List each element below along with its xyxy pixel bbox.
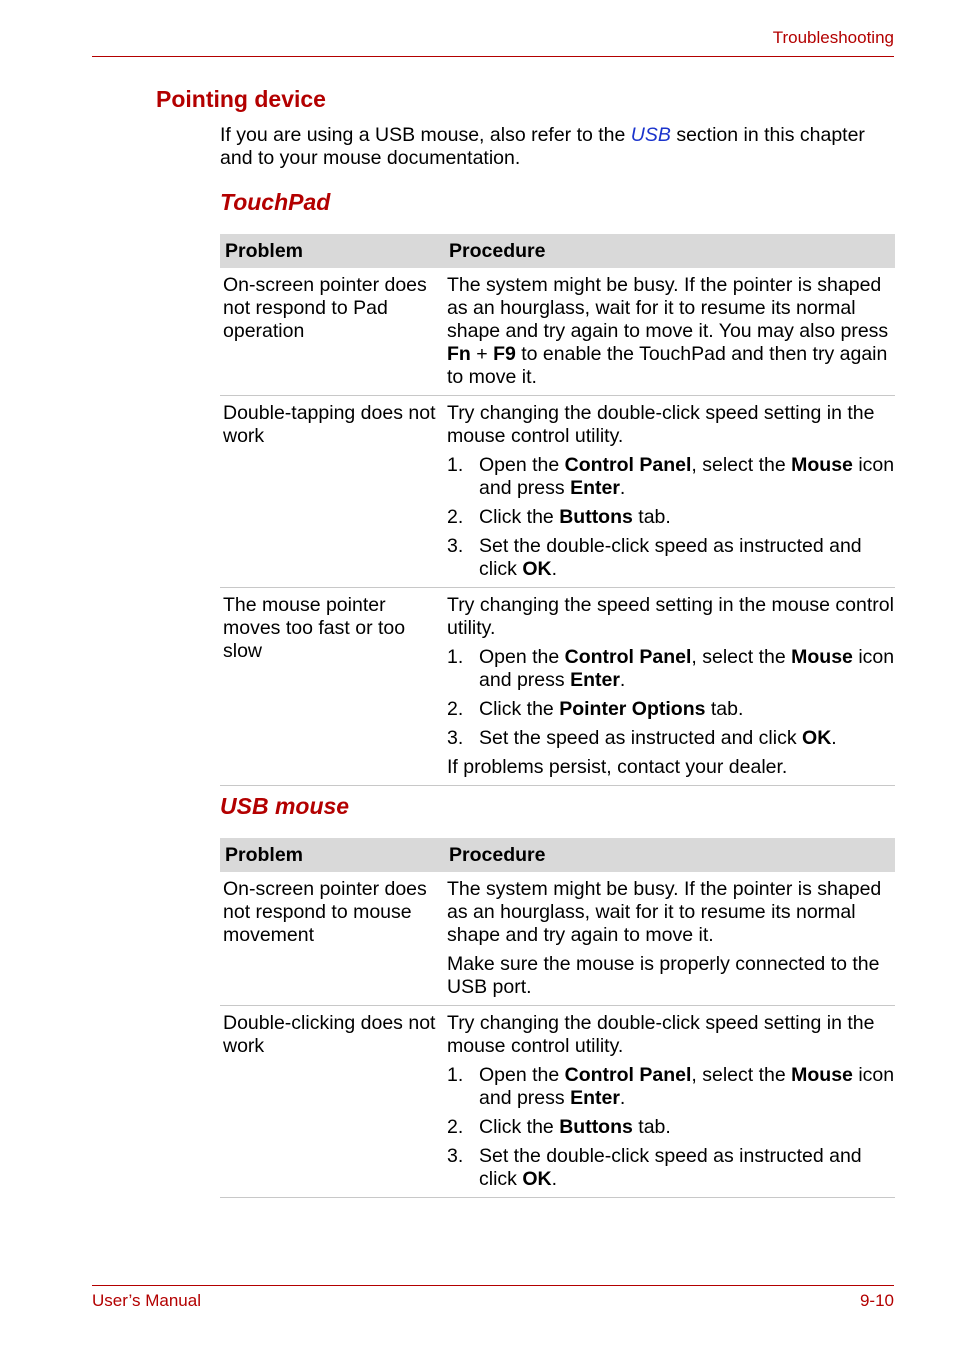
table-header	[220, 234, 895, 268]
usb-link[interactable]: USB	[630, 124, 671, 146]
table-row	[220, 268, 895, 396]
intro-text: If you are using a USB mouse, also refer to the	[220, 124, 631, 146]
step-item: 3. Set the speed as instructed and click OK.	[447, 727, 837, 749]
problem-cell: Double-clicking does not work	[223, 1012, 436, 1057]
step-item: 1. Open the Control Panel, select the Mouse icon and press Enter.	[447, 454, 895, 499]
header-rule	[92, 56, 894, 57]
procedure-text: Try changing the speed setting in the mouse control utility.	[447, 594, 894, 639]
footer-rule	[92, 1285, 894, 1286]
col-problem: Problem	[225, 239, 304, 262]
procedure-cell	[445, 594, 895, 779]
step-item: 2. Click the Pointer Options tab.	[447, 698, 744, 720]
problem-cell: On-screen pointer does not respond to Pad operation	[223, 274, 427, 342]
procedure-text: If problems persist, contact your dealer.	[447, 756, 788, 778]
step-item: 1. Open the Control Panel, select the Mouse icon and press Enter.	[447, 1064, 895, 1109]
problem-cell: Double-tapping does not work	[223, 402, 436, 447]
problem-cell: The mouse pointer moves too fast or too slow	[223, 594, 406, 662]
procedure-text: Make sure the mouse is properly connected to the USB port.	[447, 953, 880, 998]
table-row	[220, 872, 895, 1006]
col-procedure: Procedure	[449, 843, 546, 866]
step-item: 3. Set the double-click speed as instructed and click OK.	[447, 535, 862, 580]
procedure-text: Try changing the double-click speed setting in the mouse control utility.	[447, 1012, 875, 1057]
col-procedure: Procedure	[449, 239, 546, 262]
footer-manual-title: User’s Manual	[92, 1291, 201, 1310]
procedure-cell	[445, 1012, 895, 1191]
procedure-text: The system might be busy. If the pointer is shaped as an hourglass, wait for it to resume its normal shape and try again to move it.	[447, 878, 882, 946]
procedure-text: The system might be busy. If the pointer is shaped as an hourglass, wait for it to resume its normal shape and try again to move it. You may also press Fn + F9 to enable the TouchPad and then try again to move it.	[447, 274, 889, 388]
step-item: 3. Set the double-click speed as instructed and click OK.	[447, 1145, 862, 1190]
procedure-cell	[445, 878, 895, 999]
page-number: 9-10	[859, 1291, 894, 1310]
procedure-text: Try changing the double-click speed setting in the mouse control utility.	[447, 402, 875, 447]
col-problem: Problem	[225, 843, 304, 866]
running-header: Troubleshooting	[772, 28, 894, 47]
touchpad-table	[220, 234, 895, 786]
table-header	[220, 838, 895, 872]
procedure-cell	[445, 402, 895, 581]
touchpad-heading: TouchPad	[220, 189, 331, 215]
step-item: 2. Click the Buttons tab.	[447, 506, 671, 528]
usb-mouse-heading: USB mouse	[220, 793, 350, 819]
table-row	[220, 1006, 895, 1198]
usb-mouse-table	[220, 838, 895, 1198]
step-item: 1. Open the Control Panel, select the Mouse icon and press Enter.	[447, 646, 895, 691]
intro-paragraph	[220, 124, 894, 170]
table-row	[220, 588, 895, 786]
section-title: Pointing device	[156, 86, 326, 112]
step-item: 2. Click the Buttons tab.	[447, 1116, 671, 1138]
procedure-cell	[445, 274, 895, 389]
table-row	[220, 396, 895, 588]
intro-text-end: section in this chapter and to your mouse documentation.	[220, 124, 865, 169]
problem-cell: On-screen pointer does not respond to mouse movement	[223, 878, 427, 946]
